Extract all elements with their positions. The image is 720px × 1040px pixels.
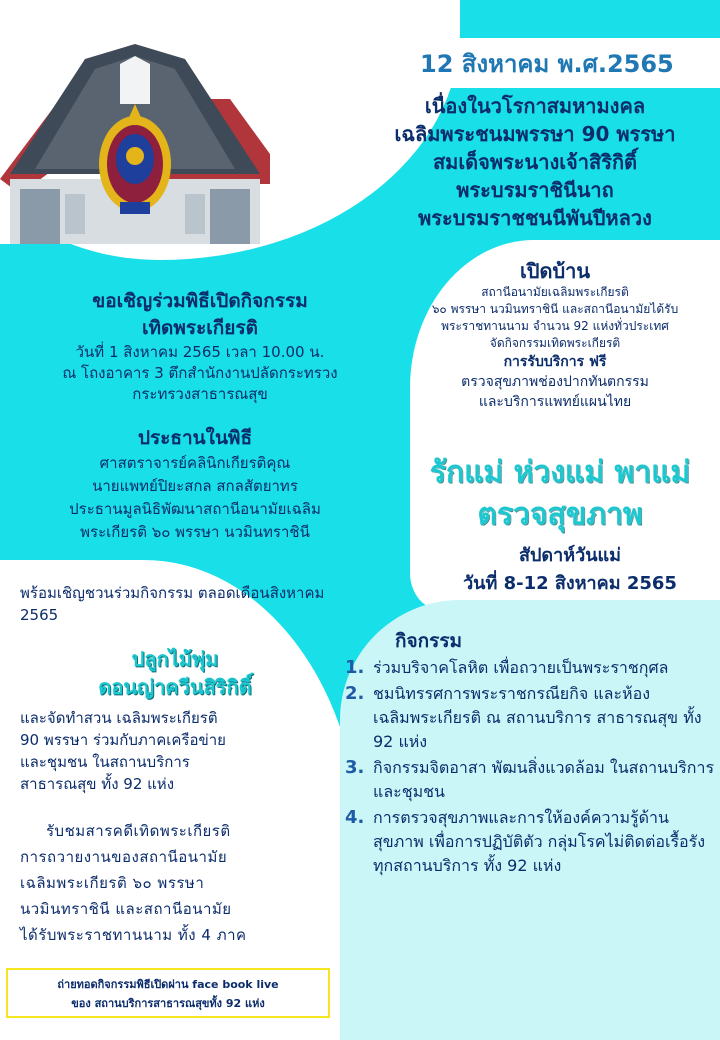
plant-line: ดอนญ่าควีนสิริกิติ์ — [98, 675, 252, 699]
live-line: ถ่ายทอดกิจกรรมพิธีเปิดผ่าน face book live — [57, 978, 279, 991]
live-line: ของ สถานบริการสาธารณสุขทั้ง 92 แห่ง — [71, 997, 265, 1010]
item-number: 1. — [345, 657, 365, 678]
garden-line: และจัดทำสวน เฉลิมพระเกียรติ — [20, 709, 218, 727]
open-house-line: พระราชทานนาม จำนวน 92 แห่งทั่วประเทศ — [441, 319, 669, 333]
occasion-line: พระบรมราชชนนีพันปีหลวง — [418, 206, 652, 230]
plant-line: ปลูกไม้พุ่ม — [131, 647, 219, 671]
item-number: 4. — [345, 807, 365, 828]
list-item — [345, 806, 715, 878]
occasion-heading — [360, 92, 710, 232]
item-text: ชมนิทรรศการพระราชกรณียกิจ และห้องเฉลิมพระเกียรติ ณ สถานบริการ สาธารณสุข ทั้ง 92 แห่ง — [373, 684, 702, 751]
list-item — [345, 656, 715, 680]
invite-line: วันที่ 1 สิงหาคม 2565 เวลา 10.00 น. — [75, 343, 325, 361]
doc-line: ได้รับพระราชทานนาม ทั้ง 4 ภาค — [20, 926, 247, 944]
doc-line: การถวายงานของสถานีอนามัย — [20, 848, 228, 866]
slogan-line: ตรวจสุขภาพ — [477, 497, 643, 532]
garden-line: และชุมชน ในสถานบริการ — [20, 753, 190, 771]
item-number: 2. — [345, 683, 365, 704]
activities-items — [345, 656, 715, 878]
doc-line: เฉลิมพระเกียรติ ๖๐ พรรษา — [20, 874, 205, 892]
week-title: สัปดาห์วันแม่ — [519, 545, 621, 566]
chair-line: ประธานมูลนิธิพัฒนาสถานีอนามัยเฉลิม — [69, 500, 321, 518]
item-text: กิจกรรมจิตอาสา พัฒนสิ่งแวดล้อม ในสถานบริการและชุมชน — [373, 758, 715, 801]
free-service-title: การรับบริการ ฟรี — [503, 354, 607, 370]
facebook-live-notice — [6, 968, 330, 1018]
chair-title: ประธานในพิธี — [137, 427, 253, 449]
invite-title: เทิดพระเกียรติ — [142, 317, 258, 339]
doc-line: นวมินทราชินี และสถานีอนามัย — [20, 900, 232, 918]
doc-line: รับชมสารคดีเทิดพระเกียรติ — [46, 822, 231, 840]
occasion-line: เฉลิมพระชนมพรรษา 90 พรรษา — [394, 122, 676, 146]
service-line: และบริการแพทย์แผนไทย — [478, 394, 632, 410]
chair-line: พระเกียรติ ๖๐ พรรษา นวมินทราชินี — [80, 523, 310, 541]
slogan-line: รักแม่ ห่วงแม่ พาแม่ — [429, 455, 691, 490]
health-center-illustration — [0, 44, 270, 244]
garden-description — [20, 707, 340, 795]
list-item — [345, 682, 715, 754]
occasion-line: เนื่องในวโรกาสมหามงคล — [424, 94, 646, 118]
invite-title: ขอเชิญร่วมพิธีเปิดกิจกรรม — [92, 290, 308, 312]
open-house-line: จัดกิจกรรมเทิดพระเกียรติ — [489, 336, 621, 350]
plant-activity-heading — [20, 645, 330, 701]
campaign-slogan — [395, 452, 720, 536]
occasion-line: พระบรมราชินีนาถ — [456, 178, 614, 202]
open-house-line: สถานีอนามัยเฉลิมพระเกียรติ — [481, 285, 629, 299]
join-invitation-text: พร้อมเชิญชวนร่วมกิจกรรม ตลอดเดือนสิงหาคม 2565 — [20, 584, 325, 624]
garden-line: 90 พรรษา ร่วมกับภาคเครือข่าย — [20, 731, 226, 749]
list-item — [345, 756, 715, 804]
ceremony-chair — [10, 424, 380, 544]
item-text: การตรวจสุขภาพและการให้องค์ความรู้ด้านสุขภาพ เพื่อการปฏิบัติตัว กลุ่มโรคไม่ติดต่อเรื้อรัง ทุกสถานบริการ ทั้ง 92 แห่ง — [373, 808, 706, 875]
item-number: 3. — [345, 757, 365, 778]
open-house-line: ๖๐ พรรษา นวมินทราชินี และสถานีอนามัยได้รับ — [431, 302, 679, 316]
activities-title: กิจกรรม — [395, 630, 463, 652]
invite-line: ณ โถงอาคาร 3 ตึกสำนักงานปลัดกระทรวง — [62, 364, 338, 382]
chair-line: นายแพทย์ปิยะสกล สกลสัตยาทร — [92, 477, 298, 495]
occasion-line: สมเด็จพระนางเจ้าสิริกิติ์ — [432, 150, 638, 174]
open-house-title: เปิดบ้าน — [519, 259, 591, 283]
event-date: 12 สิงหาคม พ.ศ.2565 — [420, 50, 674, 78]
invite-line: กระทรวงสาธารณสุข — [132, 385, 268, 403]
week-dates: วันที่ 8-12 สิงหาคม 2565 — [463, 573, 677, 594]
chair-line: ศาสตราจารย์คลินิกเกียรติคุณ — [99, 454, 291, 472]
service-line: ตรวจสุขภาพช่องปากทันตกรรม — [461, 374, 649, 390]
activities-list — [345, 628, 715, 880]
documentary-description — [20, 818, 340, 948]
open-house — [395, 258, 715, 412]
item-text: ร่วมบริจาคโลหิต เพื่อถวายเป็นพระราชกุศล — [373, 658, 669, 677]
opening-invitation — [20, 288, 380, 405]
mothers-week — [420, 542, 720, 598]
garden-line: สาธารณสุข ทั้ง 92 แห่ง — [20, 775, 175, 793]
